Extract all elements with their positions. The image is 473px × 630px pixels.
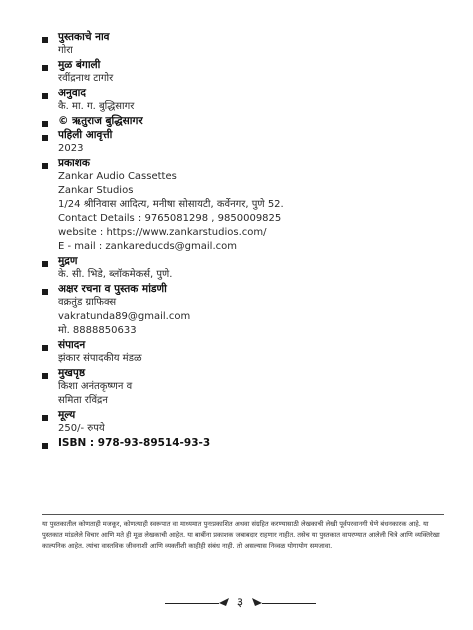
imprint-copyright [42,115,442,128]
section-heading: पुस्तकाचे नाव [58,31,110,43]
section-heading: ISBN : 978-93-89514-93-3 [58,437,211,449]
section-line: Zankar Studios [58,185,134,196]
page-footer [0,594,473,614]
square-bullet-icon [42,121,48,127]
imprint-printing [42,255,442,282]
section-line: Zankar Audio Cassettes [58,171,177,182]
section-line: मो. 8888850633 [58,325,137,336]
section-line: गोरा [58,45,73,56]
section-line: Contact Details : 9765081298 , 9850009825 [58,213,282,224]
footer-rule-left [165,603,219,604]
section-line: E - mail : zankareducds@gmail.com [58,241,237,252]
arrow-right-icon [219,598,229,606]
section-heading: अनुवाद [58,87,86,99]
square-bullet-icon [42,93,48,99]
disclaimer-text: या पुस्तकातील कोणताही मजकूर, कोणत्याही स्वरूपात वा माध्यमात पुनःप्रकाशित अथवा संग्रहित करण्यासाठी लेखकाची लेखी पूर्वपरवानगी घेणे बंधनकारक आहे. या पुस्तकात मांडलेले विचार आणि मते ही मूळ लेखकाची आहेत. या बाबींना प्रकाशक जबाबदार राहणार नाहीत. तसेच या पुस्तकात वापरण्यात आलेली चित्रे आणि व्यक्तिरेखा काल्पनिक आहेत. त्यांचा वास्तविक जीवनाशी आणि व्यक्तींशी काहीही संबंध नाही. तो असल्यास निव्वळ योगायोग समजावा. [42,520,440,550]
imprint-cover [42,367,442,408]
imprint-isbn [42,437,442,450]
page-number: ३ [236,595,244,609]
section-line: 1/24 श्रीनिवास आदित्य, मनीषा सोसायटी, कर्वेनगर, पुणे 52. [58,199,284,210]
imprint-translation [42,87,442,114]
square-bullet-icon [42,373,48,379]
section-heading: प्रकाशक [58,157,90,169]
imprint-title [42,31,442,58]
square-bullet-icon [42,37,48,43]
square-bullet-icon [42,261,48,267]
imprint-typesetting [42,283,442,338]
section-line: झंकार संपादकीय मंडळ [58,353,142,364]
footer-rule-right [262,603,316,604]
arrow-left-icon [252,598,262,606]
square-bullet-icon [42,65,48,71]
section-line: website : https://www.zankarstudios.com/ [58,227,267,238]
section-line: समिता रविंद्रन [58,395,108,406]
section-line: 250/- रुपये [58,423,105,434]
section-heading: संपादन [58,339,86,351]
section-line: किशा अनंतकृष्णन व [58,381,133,392]
imprint-edition [42,129,442,156]
section-line: vakratunda89@gmail.com [58,311,191,322]
imprint-publisher [42,157,442,254]
section-line: रवींद्रनाथ टागोर [58,73,114,84]
imprint-original [42,59,442,86]
section-line: 2023 [58,143,84,154]
section-heading: मुळ बंगाली [58,59,101,71]
section-line: वक्रतुंड ग्राफिक्स [58,297,117,308]
square-bullet-icon [42,163,48,169]
imprint-details [42,31,442,450]
section-line: कै. मा. ग. बुद्धिसागर [58,101,135,112]
square-bullet-icon [42,415,48,421]
section-heading: © ऋतुराज बुद्धिसागर [58,115,143,127]
section-heading: अक्षर रचना व पुस्तक मांडणी [58,283,167,295]
square-bullet-icon [42,443,48,449]
square-bullet-icon [42,345,48,351]
square-bullet-icon [42,135,48,141]
section-heading: मुद्रण [58,255,78,267]
section-heading: मूल्य [58,409,76,421]
square-bullet-icon [42,289,48,295]
section-heading: पहिली आवृत्ती [58,129,113,141]
section-heading: मुखपृष्ठ [58,367,86,379]
divider [42,514,444,515]
imprint-price [42,409,442,436]
imprint-editing [42,339,442,366]
section-line: के. सी. भिडे, ब्लॉकमेकर्स, पुणे. [58,269,173,280]
